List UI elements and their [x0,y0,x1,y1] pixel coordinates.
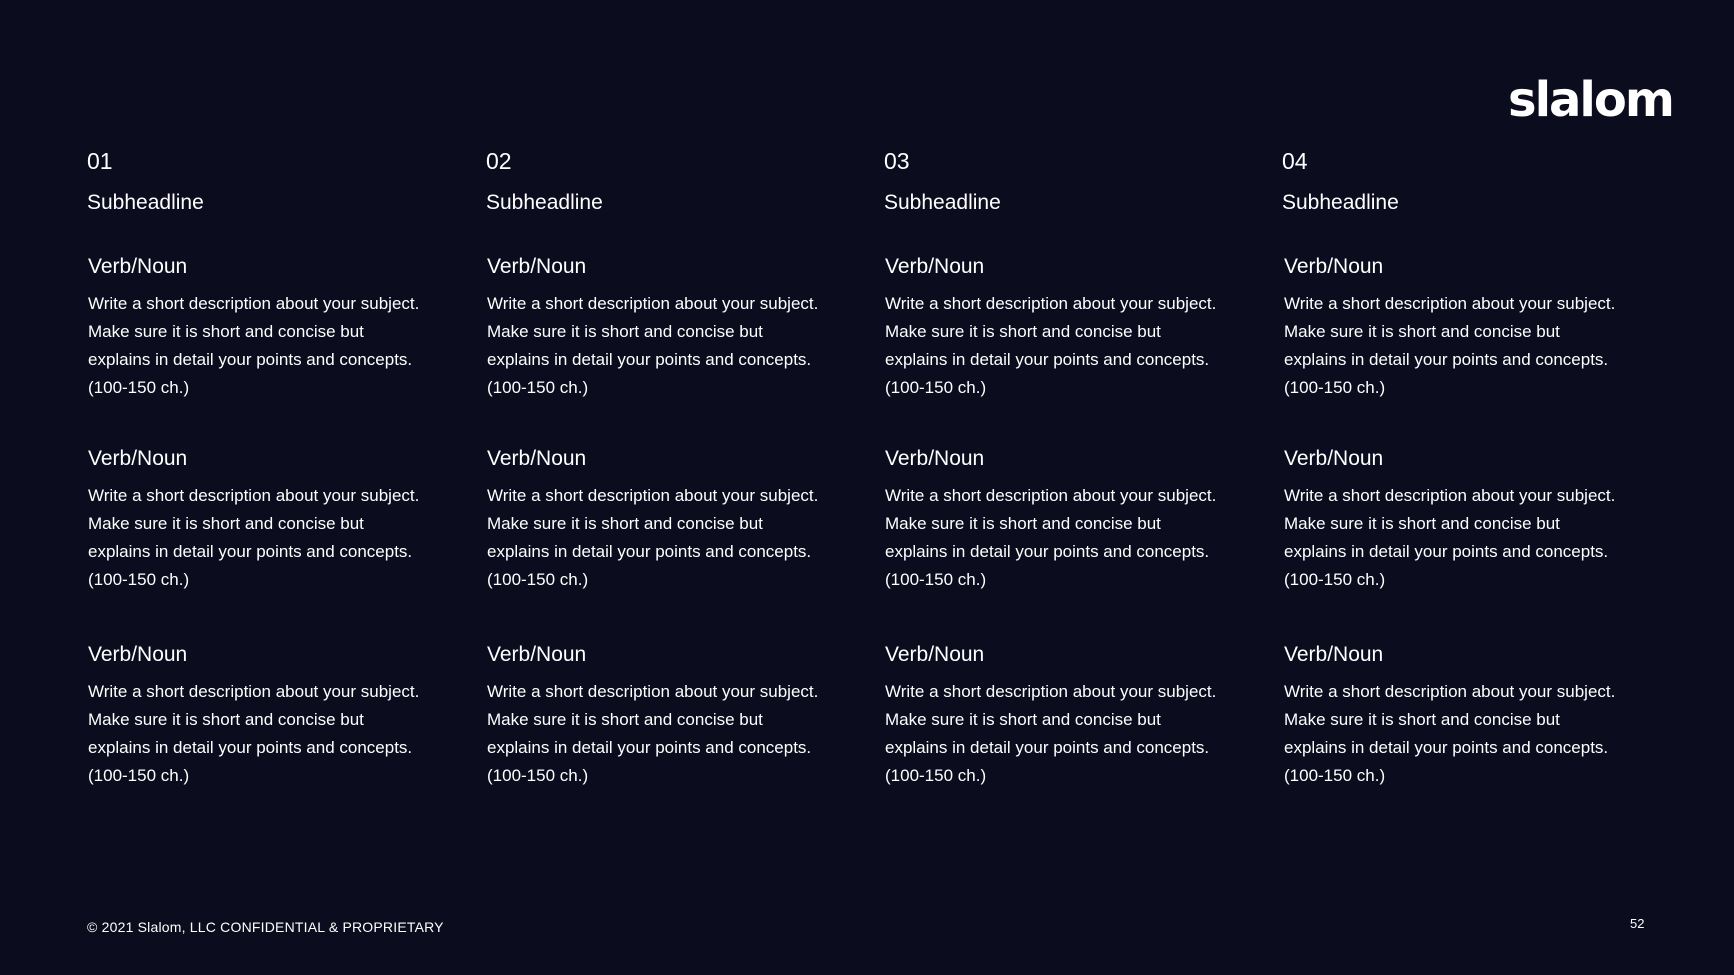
item-description: Write a short description about your subject. Make sure it is short and concise but explains in detail your points and concepts. (100-150 ch.) [885,682,1217,785]
item-description: Write a short description about your subject. Make sure it is short and concise but explains in detail your points and concepts. (100-150 ch.) [487,294,819,397]
column-number: 01 [87,148,113,174]
content-item [885,254,1260,402]
item-description: Write a short description about your subject. Make sure it is short and concise but explains in detail your points and concepts. (100-150 ch.) [1284,486,1616,589]
content-item [885,446,1260,594]
item-description: Write a short description about your subject. Make sure it is short and concise but explains in detail your points and concepts. (100-150 ch.) [885,486,1217,589]
column-number: 03 [884,148,910,174]
page-number: 52 [1630,916,1645,931]
column-02 [486,146,856,785]
item-title: Verb/Noun [1284,643,1384,666]
item-description: Write a short description about your subject. Make sure it is short and concise but explains in detail your points and concepts. (100-150 ch.) [1284,682,1616,785]
item-title: Verb/Noun [1284,447,1384,470]
item-title: Verb/Noun [487,643,587,666]
item-description: Write a short description about your subject. Make sure it is short and concise but explains in detail your points and concepts. (100-150 ch.) [487,486,819,589]
content-item [1284,446,1659,594]
content-item [487,254,862,402]
item-description: Write a short description about your subject. Make sure it is short and concise but explains in detail your points and concepts. (100-150 ch.) [88,294,420,397]
content-item [88,254,463,402]
content-item [885,642,1260,790]
content-item [487,446,862,594]
content-item [88,446,463,594]
column-subheadline: Subheadline [87,191,204,214]
item-title: Verb/Noun [1284,255,1384,278]
item-title: Verb/Noun [487,447,587,470]
column-subheadline: Subheadline [486,191,603,214]
content-item [1284,254,1659,402]
column-number: 02 [486,148,512,174]
item-title: Verb/Noun [885,255,985,278]
column-03 [884,146,1254,785]
item-description: Write a short description about your subject. Make sure it is short and concise but explains in detail your points and concepts. (100-150 ch.) [88,682,420,785]
item-description: Write a short description about your subject. Make sure it is short and concise but explains in detail your points and concepts. (100-150 ch.) [487,682,819,785]
item-title: Verb/Noun [88,255,188,278]
column-subheadline: Subheadline [1282,191,1399,214]
item-title: Verb/Noun [88,643,188,666]
column-01 [87,146,457,785]
slalom-logo: slalom [1508,72,1673,128]
item-description: Write a short description about your subject. Make sure it is short and concise but explains in detail your points and concepts. (100-150 ch.) [885,294,1217,397]
footer-copyright: © 2021 Slalom, LLC CONFIDENTIAL & PROPRIETARY [87,919,444,935]
item-description: Write a short description about your subject. Make sure it is short and concise but explains in detail your points and concepts. (100-150 ch.) [88,486,420,589]
item-title: Verb/Noun [885,447,985,470]
item-description: Write a short description about your subject. Make sure it is short and concise but explains in detail your points and concepts. (100-150 ch.) [1284,294,1616,397]
item-title: Verb/Noun [487,255,587,278]
item-title: Verb/Noun [88,447,188,470]
column-number: 04 [1282,148,1308,174]
content-item [487,642,862,790]
content-item [1284,642,1659,790]
column-subheadline: Subheadline [884,191,1001,214]
content-item [88,642,463,790]
item-title: Verb/Noun [885,643,985,666]
column-04 [1282,146,1652,785]
